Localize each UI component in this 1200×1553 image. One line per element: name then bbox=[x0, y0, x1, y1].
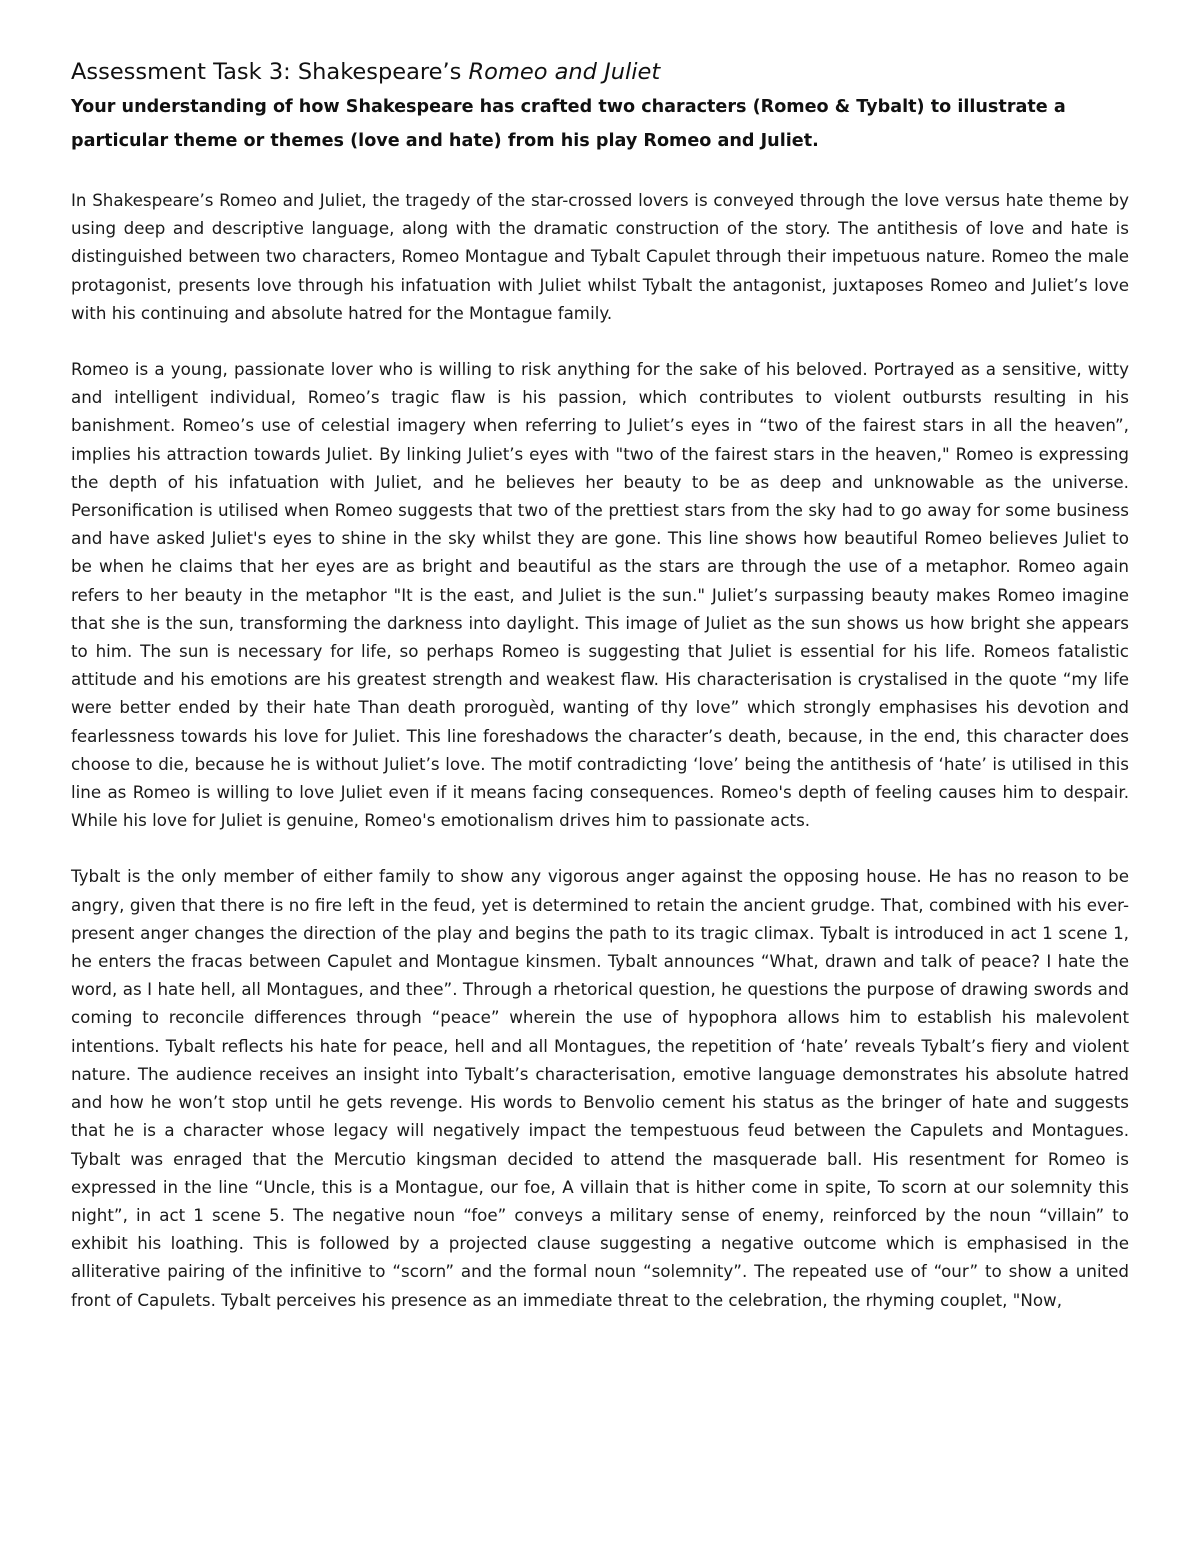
paragraph-romeo: Romeo is a young, passionate lover who is willing to risk anything for the sake of his beloved. Portrayed as a sensitive, witty and intelligent individual, Romeo’s tragic flaw is his passion, which contributes to violent outbursts resulting in his banishment. Romeo’s use of celestial imagery when referring to Juliet’s eyes in “two of the fairest stars in all the heaven”, implies his attraction towards Juliet. By linking Juliet’s eyes with "two of the fairest stars in the heaven," Romeo is expressing the depth of his infatuation with Juliet, and he believes her beauty to be as deep and unknowable as the universe. Personification is utilised when Romeo suggests that two of the prettiest stars from the sky had to go away for some business and have asked Juliet's eyes to shine in the sky whilst they are gone. This line shows how beautiful Romeo believes Juliet to be when he claims that her eyes are as bright and beautiful as the stars are through the use of a metaphor. Romeo again refers to her beauty in the metaphor "It is the east, and Juliet is the sun." Juliet’s surpassing beauty makes Romeo imagine that she is the sun, transforming the darkness into daylight. This image of Juliet as the sun shows us how bright she appears to him. The sun is necessary for life, so perhaps Romeo is suggesting that Juliet is essential for his life. Romeos fatalistic attitude and his emotions are his greatest strength and weakest flaw. His characterisation is crystalised in the quote “my life were better ended by their hate Than death proroguèd, wanting of thy love” which strongly emphasises his devotion and fearlessness towards his love for Juliet. This line foreshadows the character’s death, because, in the end, this character does choose to die, because he is without Juliet’s love. The motif contradicting ‘love’ being the antithesis of ‘hate’ is utilised in this line as Romeo is willing to love Juliet even if it means facing consequences. Romeo's depth of feeling causes him to despair. While his love for Juliet is genuine, Romeo's emotionalism drives him to passionate acts. bbox=[71, 359, 1129, 831]
task-description: Your understanding of how Shakespeare has crafted two characters (Romeo & Tybalt) to illustrate a particular theme or themes (love and hate) from his play Romeo and Juliet. bbox=[71, 97, 1066, 151]
document-title bbox=[71, 54, 1129, 90]
title-play-name: Romeo and Juliet bbox=[468, 59, 661, 85]
document-page bbox=[71, 54, 1129, 1342]
title-prefix: Assessment Task 3: Shakespeare’s bbox=[71, 59, 469, 85]
paragraph-introduction: In Shakespeare’s Romeo and Juliet, the tragedy of the star-crossed lovers is conveyed through the love versus hate theme by using deep and descriptive language, along with the dramatic construction of the story. The antithesis of love and hate is distinguished between two characters, Romeo Montague and Tybalt Capulet through their impetuous nature. Romeo the male protagonist, presents love through his infatuation with Juliet whilst Tybalt the antagonist, juxtaposes Romeo and Juliet’s love with his continuing and absolute hatred for the Montague family. bbox=[71, 190, 1129, 323]
paragraph-tybalt: Tybalt is the only member of either family to show any vigorous anger against the opposing house. He has no reason to be angry, given that there is no fire left in the feud, yet is determined to retain the ancient grudge. That, combined with his ever-present anger changes the direction of the play and begins the path to its tragic climax. Tybalt is introduced in act 1 scene 1, he enters the fracas between Capulet and Montague kinsmen. Tybalt announces “What, drawn and talk of peace? I hate the word, as I hate hell, all Montagues, and thee”. Through a rhetorical question, he questions the purpose of drawing swords and coming to reconcile differences through “peace” wherein the use of hypophora allows him to establish his malevolent intentions. Tybalt reflects his hate for peace, hell and all Montagues, the repetition of ‘hate’ reveals Tybalt’s fiery and violent nature. The audience receives an insight into Tybalt’s characterisation, emotive language demonstrates his absolute hatred and how he won’t stop until he gets revenge. His words to Benvolio cement his status as the bringer of hate and suggests that he is a character whose legacy will negatively impact the tempestuous feud between the Capulets and Montagues. Tybalt was enraged that the Mercutio kingsman decided to attend the masquerade ball. His resentment for Romeo is expressed in the line “Uncle, this is a Montague, our foe, A villain that is hither come in spite, To scorn at our solemnity this night”, in act 1 scene 5. The negative noun “foe” conveys a military sense of enemy, reinforced by the noun “villain” to exhibit his loathing. This is followed by a projected clause suggesting a negative outcome which is emphasised in the alliterative pairing of the infinitive to “scorn” and the formal noun “solemnity”. The repeated use of “our” to show a united front of Capulets. Tybalt perceives his presence as an immediate threat to the celebration, the rhyming couplet, "Now, bbox=[71, 866, 1129, 1310]
